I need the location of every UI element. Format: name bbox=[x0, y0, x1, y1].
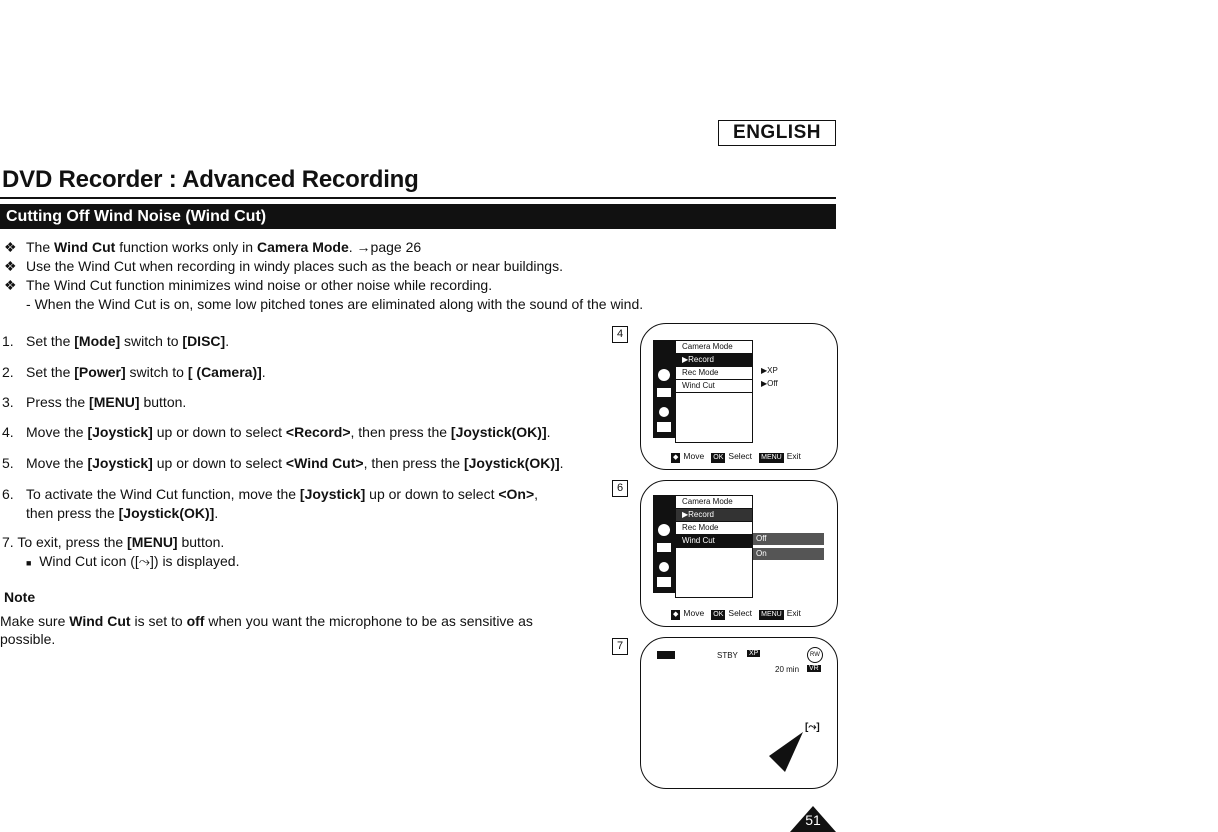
wind-cut-value: ▶Off bbox=[761, 379, 778, 388]
menu-key-icon: MENU bbox=[761, 611, 782, 618]
note-text: Make sure Wind Cut is set to off when you want the microphone to be as sensitive as possible. bbox=[0, 613, 533, 647]
menu-tab-strip bbox=[653, 340, 675, 438]
rec-mode-value: ▶XP bbox=[761, 366, 778, 375]
step-6-line2: then press the [Joystick(OK)]. bbox=[26, 505, 219, 521]
diamond-bullet-icon: ❖ bbox=[4, 258, 17, 274]
quality-badge: XP bbox=[749, 650, 759, 657]
standby-status: STBY bbox=[717, 651, 738, 660]
step-3: 3. Press the [MENU] button. bbox=[2, 394, 187, 410]
menu-mode-title: Camera Mode bbox=[676, 496, 752, 509]
figure-4-label: 4 bbox=[612, 326, 628, 343]
menu-footer: ◆ Move OK Select MENU Exit bbox=[673, 608, 801, 618]
move-key-icon: ◆ bbox=[673, 611, 679, 618]
step-7: 7. To exit, press the [MENU] button. bbox=[2, 534, 225, 550]
step-6: 6. To activate the Wind Cut function, move the [Joystick] up or down to select <On>, bbox=[2, 486, 539, 502]
menu-item-record[interactable]: ▶Record bbox=[676, 354, 752, 367]
menu-footer: ◆ Move OK Select MENU Exit bbox=[673, 451, 801, 461]
option-on[interactable]: On bbox=[753, 548, 824, 560]
menu-mode-title: Camera Mode bbox=[676, 341, 752, 354]
bullet-item: ❖ The Wind Cut function minimizes wind noise or other noise while recording. bbox=[4, 277, 493, 293]
bullet-item: ❖ Use the Wind Cut when recording in windy places such as the beach or near buildings. bbox=[4, 258, 563, 274]
menu-key-icon: MENU bbox=[761, 454, 782, 461]
section-title: Cutting Off Wind Noise (Wind Cut) bbox=[0, 204, 836, 229]
ok-key-icon: OK bbox=[713, 611, 724, 618]
figure-4-screen bbox=[640, 323, 838, 470]
language-label: ENGLISH bbox=[718, 120, 836, 146]
figure-7-screen bbox=[640, 637, 838, 789]
bullet-item: ❖ The Wind Cut function works only in Camera Mode. →page 26 bbox=[4, 239, 422, 255]
menu-item-rec-mode[interactable]: Rec Mode bbox=[676, 522, 752, 535]
diamond-bullet-icon: ❖ bbox=[4, 277, 17, 293]
menu-list bbox=[675, 340, 753, 443]
menu-item-wind-cut[interactable]: Wind Cut bbox=[676, 535, 752, 548]
figure-6-label: 6 bbox=[612, 480, 628, 497]
step-5: 5. Move the [Joystick] up or down to select <Wind Cut>, then press the [Joystick(OK)]. bbox=[2, 455, 564, 471]
battery-icon bbox=[657, 651, 675, 659]
pointer-arrow-icon bbox=[761, 730, 805, 774]
page-number: 51 bbox=[805, 812, 821, 828]
menu-tab-icons bbox=[653, 495, 675, 593]
wind-cut-icon: [⤳] bbox=[805, 722, 820, 733]
disc-type-icon: RW bbox=[807, 647, 823, 663]
title-rule bbox=[0, 197, 836, 199]
menu-list bbox=[675, 495, 753, 598]
remaining-time: 20 min bbox=[775, 665, 800, 674]
menu-item-record[interactable]: ▶Record bbox=[676, 509, 752, 522]
step-2: 2. Set the [Power] switch to [ (Camera)]. bbox=[2, 364, 266, 380]
option-off[interactable]: Off bbox=[753, 533, 824, 545]
square-bullet-icon: ■ bbox=[26, 558, 32, 568]
menu-item-wind-cut[interactable]: Wind Cut bbox=[676, 380, 752, 393]
note-heading: Note bbox=[4, 589, 36, 605]
sub-bullet: - When the Wind Cut is on, some low pitched tones are eliminated along with the sound of the wind. bbox=[26, 296, 644, 312]
menu-item-rec-mode[interactable]: Rec Mode bbox=[676, 367, 752, 380]
format-badge: VR bbox=[809, 665, 819, 672]
ok-key-icon: OK bbox=[713, 454, 724, 461]
step-1: 1. Set the [Mode] switch to [DISC]. bbox=[2, 333, 230, 349]
move-key-icon: ◆ bbox=[673, 454, 679, 461]
menu-tab-strip bbox=[653, 495, 675, 593]
step-4: 4. Move the [Joystick] up or down to select <Record>, then press the [Joystick(OK)]. bbox=[2, 424, 551, 440]
figure-6-screen bbox=[640, 480, 838, 627]
diamond-bullet-icon: ❖ bbox=[4, 239, 17, 255]
figure-7-label: 7 bbox=[612, 638, 628, 655]
step-7-sub: ■ Wind Cut icon ([⤳]) is displayed. bbox=[26, 553, 240, 569]
page-title: DVD Recorder : Advanced Recording bbox=[2, 166, 419, 193]
menu-tab-icons bbox=[653, 340, 675, 438]
